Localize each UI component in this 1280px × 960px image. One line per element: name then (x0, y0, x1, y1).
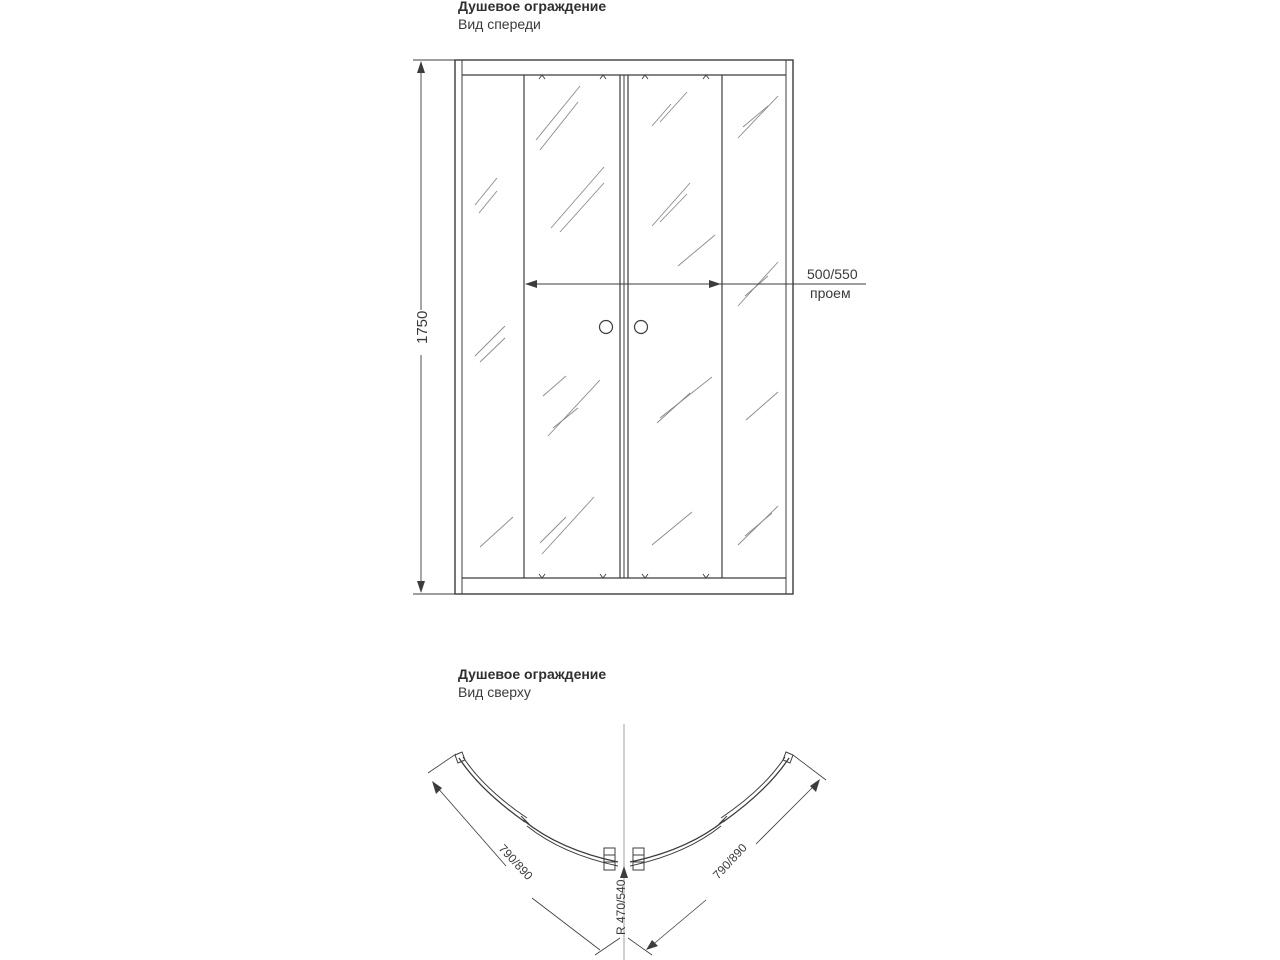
left-door-handle (600, 321, 613, 334)
top-view-title: Душевое ограждение (458, 666, 607, 682)
opening-width-label: 500/550 (807, 266, 858, 282)
front-view-subtitle: Вид спереди (458, 16, 541, 32)
top-view-subtitle: Вид сверху (458, 684, 531, 700)
glass-reflections (475, 86, 778, 554)
left-side-label: 790/890 (495, 841, 536, 883)
height-label: 1750 (414, 310, 431, 344)
opening-caption: проем (810, 285, 851, 301)
right-door-handle (635, 321, 648, 334)
front-view-drawing (455, 60, 793, 594)
radius-label: R 470/540 (614, 879, 628, 935)
radius-dimension (620, 866, 628, 878)
right-side-label: 790/890 (709, 840, 750, 883)
front-view-title: Душевое ограждение (458, 0, 607, 14)
